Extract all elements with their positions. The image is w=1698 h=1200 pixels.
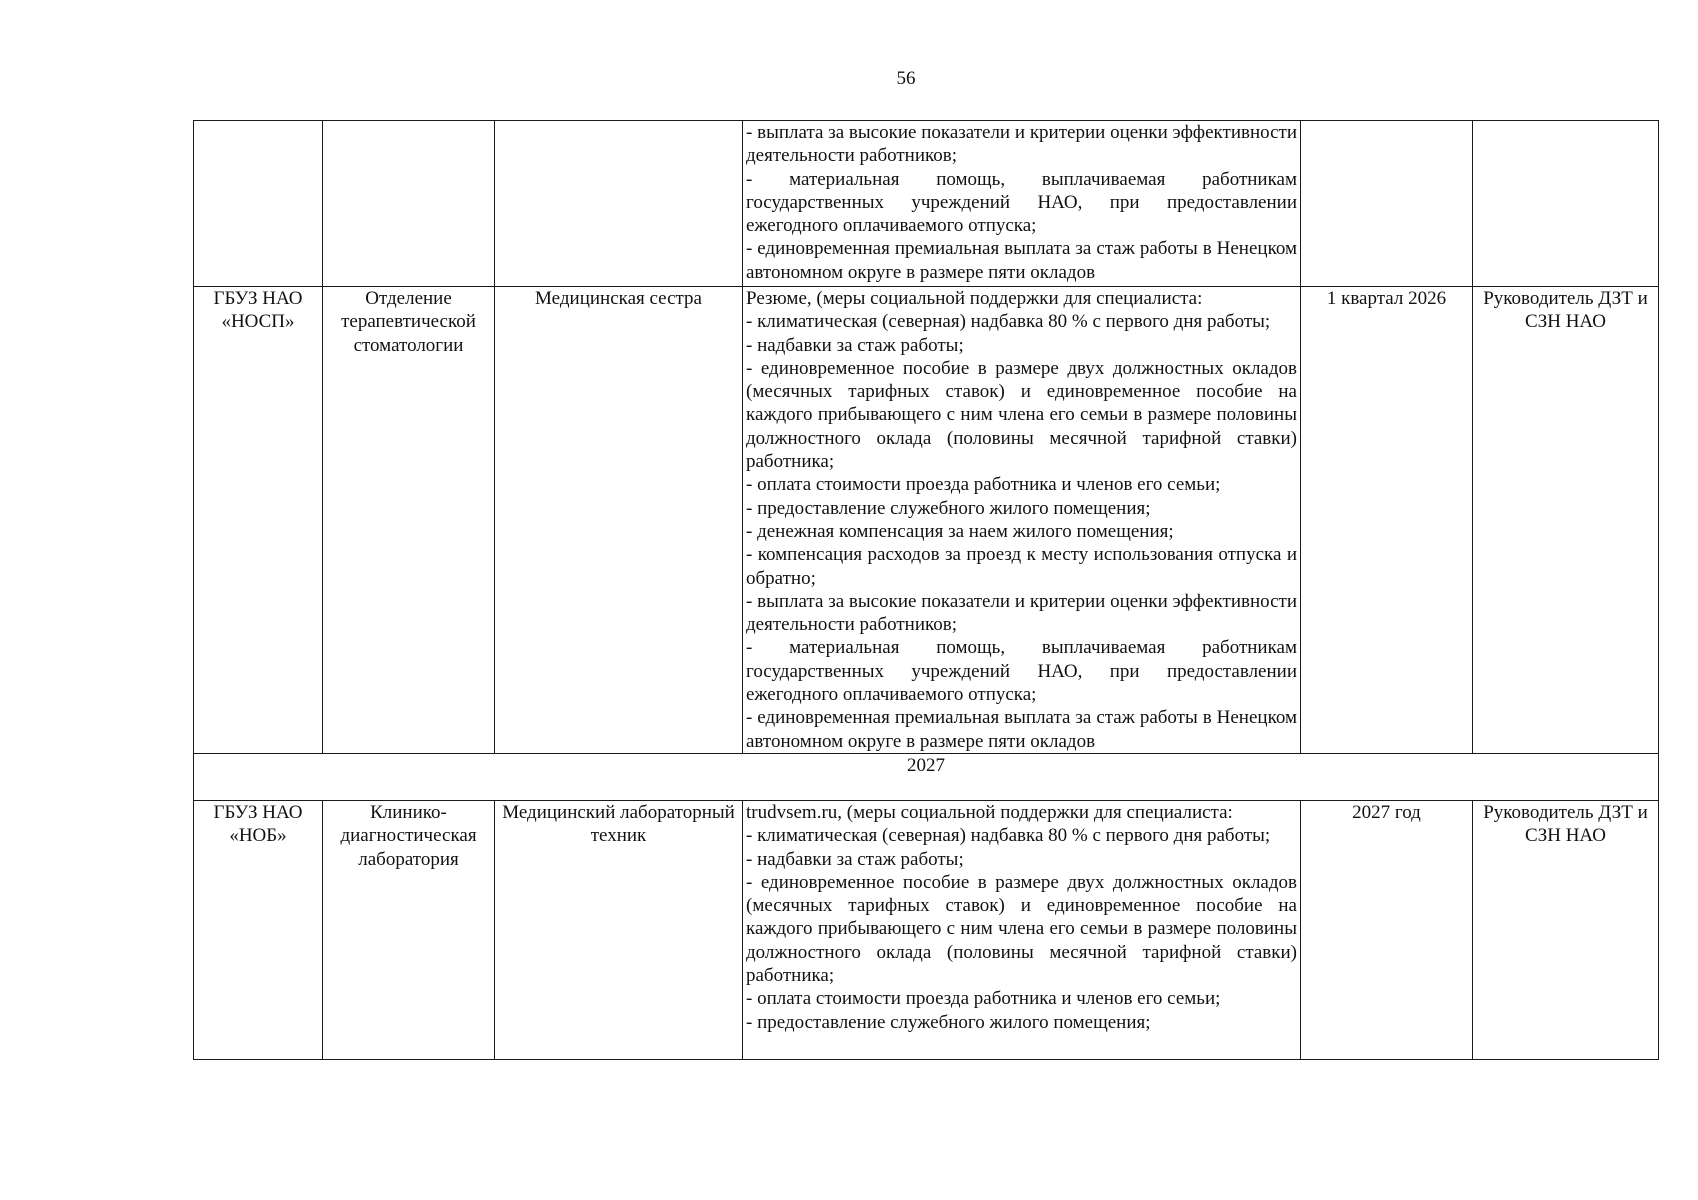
measure-item: - материальная помощь, выплачиваемая работникам государственных учреждений НАО, при предоставлении ежегодного оплачиваемого отпуска;	[746, 637, 1297, 706]
responsible-cell: Руководитель ДЗТ и СЗН НАО	[1473, 800, 1659, 1059]
measure-item: - оплата стоимости проезда работника и членов его семьи;	[746, 988, 1221, 1010]
responsible-cell: Руководитель ДЗТ и СЗН НАО	[1473, 287, 1659, 754]
year-header: 2027	[194, 753, 1659, 800]
measure-item: - надбавки за стаж работы;	[746, 848, 964, 870]
measure-item: - компенсация расходов за проезд к месту использования отпуска и обратно;	[746, 544, 1297, 589]
measure-item: - надбавки за стаж работы;	[746, 334, 964, 356]
measure-item: - предоставление служебного жилого помещения;	[746, 1011, 1151, 1033]
term-cell: 2027 год	[1301, 800, 1473, 1059]
measures-cell	[743, 121, 1301, 287]
page-number: 56	[896, 68, 916, 89]
position-cell: Медицинская сестра	[495, 287, 743, 754]
position-cell: Медицинский лабораторный техник	[495, 800, 743, 1059]
measure-item: - единовременная премиальная выплата за стаж работы в Ненецком автономном округе в размере пяти окладов	[746, 238, 1297, 283]
term-cell	[1301, 121, 1473, 287]
org-cell: ГБУЗ НАО «НОСП»	[194, 287, 323, 754]
measure-item: - выплата за высокие показатели и критерии оценки эффективности деятельности работников;	[746, 122, 1297, 167]
position-cell	[495, 121, 743, 287]
measure-item: - единовременное пособие в размере двух должностных окладов (месячных тарифных ставок) и единовременное пособие на каждого прибывающего с ним члена его семьи в размере половины должностного оклада (половины месячной тарифной ставки) работника;	[746, 357, 1297, 473]
dept-cell	[323, 121, 495, 287]
measures-cell	[743, 800, 1301, 1059]
measure-item: - выплата за высокие показатели и критерии оценки эффективности деятельности работников;	[746, 590, 1297, 636]
measure-item: - предоставление служебного жилого помещения;	[746, 497, 1151, 519]
measure-item: - климатическая (северная) надбавка 80 % с первого дня работы;	[746, 825, 1271, 847]
measures-table	[193, 120, 1659, 1060]
measure-item: - денежная компенсация за наем жилого помещения;	[746, 520, 1174, 542]
org-cell	[194, 121, 323, 287]
dept-cell: Отделение терапевтической стоматологии	[323, 287, 495, 754]
table-row	[194, 121, 1659, 287]
dept-cell: Клинико-диагностическая лаборатория	[323, 800, 495, 1059]
table-row	[194, 287, 1659, 754]
measures-intro: trudvsem.ru, (меры социальной поддержки для специалиста:	[746, 801, 1233, 823]
measure-item: - климатическая (северная) надбавка 80 % с первого дня работы;	[746, 311, 1271, 333]
term-cell: 1 квартал 2026	[1301, 287, 1473, 754]
measures-intro: Резюме, (меры социальной поддержки для специалиста:	[746, 288, 1203, 309]
measure-item: - единовременная премиальная выплата за стаж работы в Ненецком автономном округе в размере пяти окладов	[746, 707, 1297, 752]
measure-item: - материальная помощь, выплачиваемая работникам государственных учреждений НАО, при предоставлении ежегодного оплачиваемого отпуска;	[746, 168, 1297, 237]
year-row	[194, 753, 1659, 800]
org-cell: ГБУЗ НАО «НОБ»	[194, 800, 323, 1059]
measure-item: - единовременное пособие в размере двух должностных окладов (месячных тарифных ставок) и единовременное пособие на каждого прибывающего с ним члена его семьи в размере половины должностного оклада (половины месячной тарифной ставки) работника;	[746, 871, 1297, 987]
table-row	[194, 800, 1659, 1059]
measure-item: - оплата стоимости проезда работника и членов его семьи;	[746, 474, 1221, 496]
measures-cell	[743, 287, 1301, 754]
responsible-cell	[1473, 121, 1659, 287]
